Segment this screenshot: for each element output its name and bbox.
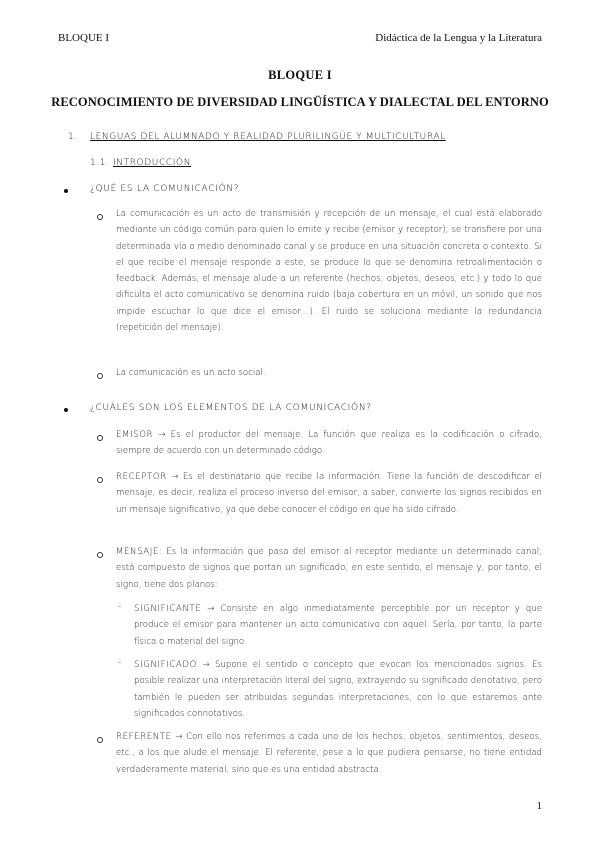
header-left: BLOQUE I: [58, 32, 110, 44]
element-emisor: [116, 427, 542, 460]
element-label: SIGNIFICADO: [134, 660, 197, 670]
question-heading: ¿QUÉ ES LA COMUNICACIÓN?: [90, 184, 240, 194]
circle-bullet-icon: [97, 373, 103, 379]
element-text: → Con ello nos referimos a cada uno de los hechos, objetos, sentimientos, deseos, etc., a los que alude el mensaje. El referente, pese a lo que pudiera pensarse, no tiene entidad verdaderamente material, sino que es una entidad abstracta.: [116, 732, 542, 775]
subsection-heading: [90, 158, 191, 168]
element-text: → Es el destinatario que recibe la información. Tiene la función de descodificar el mensaje, es decir, realiza el proceso inverso del emisor, a saber, convierte los signos recibidos en un mensaje significativo, ya que debe conocer el código en que ha sido cifrado.: [116, 472, 542, 515]
page-title: BLOQUE I: [268, 68, 332, 82]
element-label: REFERENTE: [116, 732, 172, 742]
element-label: EMISOR: [116, 430, 154, 440]
subsection-title: INTRODUCCIÓN: [113, 158, 192, 168]
circle-bullet-icon: [97, 477, 103, 483]
element-label: RECEPTOR: [116, 472, 167, 482]
element-text: → Consiste en algo inmediatamente perceptible por un receptor y que produce el emisor para mantener un acto comunicativo con aquel. Sería, por tanto, la parte física o material del signo.: [134, 604, 542, 647]
element-receptor: [116, 469, 542, 518]
element-significado: [134, 657, 542, 722]
element-mensaje: [116, 544, 542, 593]
section-title: LENGUAS DEL ALUMNADO Y REALIDAD PLURILINGÜE Y MULTICULTURAL: [90, 132, 446, 142]
bullet-icon: [64, 408, 68, 412]
element-label: MENSAJE: [116, 547, 159, 557]
page-number: 1: [536, 800, 542, 812]
element-text: → Supone el sentido o concepto que evocan los mencionados signos. Es posible realizar una interpretación literal del signo, extrayendo su significado denotativo, pero también le pueden ser atribuidas segundas interpretaciones, con lo que estaremos ante significados connotativos.: [134, 660, 542, 719]
page-subtitle: RECONOCIMIENTO DE DIVERSIDAD LINGÜÍSTICA Y DIALECTAL DEL ENTORNO: [51, 95, 549, 109]
circle-bullet-icon: [97, 214, 103, 220]
element-referente: [116, 729, 542, 778]
element-text: → Es el productor del mensaje. La función que realiza es la codificación o cifrado, siempre de acuerdo con un determinado código.: [116, 430, 542, 457]
question-heading: ¿CUÁLES SON LOS ELEMENTOS DE LA COMUNICACIÓN?: [90, 403, 372, 413]
element-significante: [134, 601, 542, 650]
paragraph: La comunicación es un acto de transmisión y recepción de un mensaje, el cual está elaborado mediante un código común para quien lo emite y recibe (emisor y receptor); se transfiere por una determinada vía o medio denominado canal y se produce en una situación concreta o contexto. Si el que recibe el mensaje responde a este, se produce lo que se denomina retroalimentación o feedback. Además, el mensaje alude a un referente (hechos, objetos, deseos, etc.) y todo lo que dificulta el acto comunicativo se denomina ruido (baja cobertura en un móvil, un sonido que nos impide escuchar lo que dice el emisor…). El ruido se soluciona mediante la redundancia (repetición del mensaje).: [116, 209, 542, 334]
subsection-number: 1.1.: [90, 158, 110, 168]
circle-bullet-icon: [97, 737, 103, 743]
element-label: SIGNIFICANTE: [134, 604, 202, 614]
circle-bullet-icon: [97, 435, 103, 441]
header-right: Didáctica de la Lengua y la Literatura: [375, 32, 542, 44]
circle-bullet-icon: [97, 552, 103, 558]
paragraph: La comunicación es un acto social.: [116, 368, 266, 378]
dash-bullet-icon: -: [118, 658, 122, 668]
dash-bullet-icon: -: [118, 602, 122, 612]
section-number: 1.: [68, 132, 78, 142]
bullet-icon: [64, 189, 68, 193]
element-text: : Es la información que pasa del emisor al receptor mediante un determinado canal; está compuesto de signos que portan un significado; en este sentido, el mensaje y, por tanto, el signo, tiene dos planos:: [116, 547, 542, 590]
